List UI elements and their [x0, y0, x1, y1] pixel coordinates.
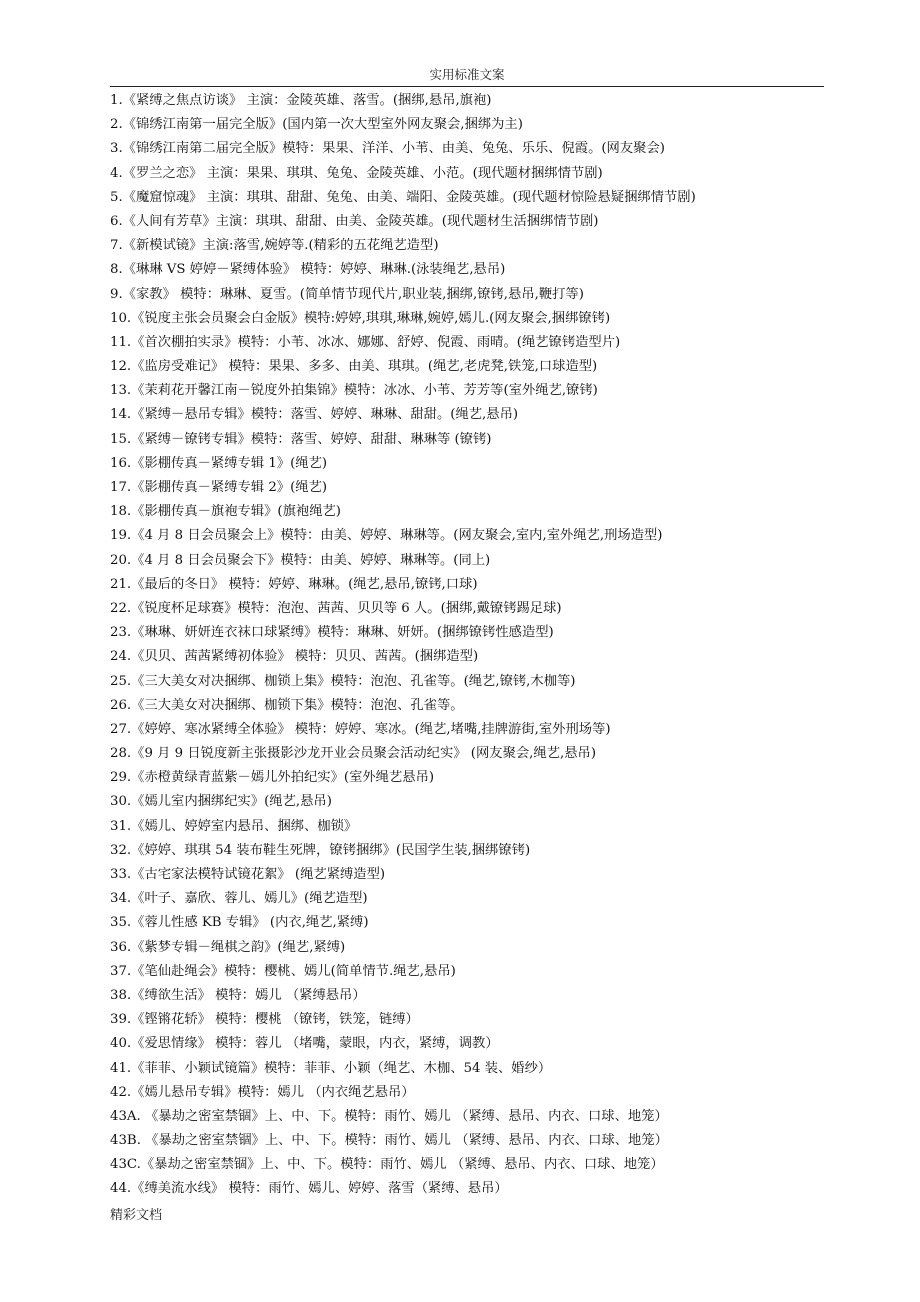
list-item: 4.《罗兰之恋》 主演：果果、琪琪、兔兔、金陵英雄、小范。(现代题材捆绑情节剧)	[110, 165, 603, 181]
list-item: 18.《影棚传真－旗袍专辑》(旗袍绳艺)	[110, 504, 341, 520]
video-list	[110, 89, 850, 1202]
list-item: 43B. 《暴劫之密室禁锢》上、中、下。模特：雨竹、嫣儿 （紧缚、悬吊、内衣、口球、地笼）	[110, 1133, 668, 1149]
list-item: 40.《爱思情缘》 模特：蓉儿 （堵嘴，蒙眼，内衣，紧缚，调教）	[110, 1036, 499, 1052]
list-item: 11.《首次棚拍实录》模特：小苇、冰冰、娜娜、舒婷、倪霞、雨晴。(绳艺镣铐造型片)	[110, 334, 621, 350]
list-item: 31.《嫣儿、婷婷室内悬吊、捆绑、枷锁》	[110, 818, 358, 834]
list-item: 5.《魔窟惊魂》 主演：琪琪、甜甜、兔兔、由美、端阳、金陵英雄。(现代题材惊险悬疑捆绑情节剧)	[110, 189, 696, 205]
list-item: 19.《4 月 8 日会员聚会上》模特：由美、婷婷、琳琳等。(网友聚会,室内,室外绳艺,刑场造型)	[110, 528, 663, 544]
list-item: 1.《紧缚之焦点访谈》 主演：金陵英雄、落雪。(捆绑,悬吊,旗袍)	[110, 93, 492, 108]
list-item: 32.《婷婷、琪琪 54 装布鞋生死牌，镣铐捆绑》(民国学生装,捆绑镣铐)	[110, 842, 531, 858]
page-header	[110, 66, 824, 87]
list-item: 24.《贝贝、茜茜紧缚初体验》 模特：贝贝、茜茜。(捆绑造型)	[110, 649, 479, 665]
list-item: 36.《紫梦专辑－绳棋之韵》(绳艺,紧缚)	[110, 939, 346, 955]
list-item: 9.《家教》 模特：琳琳、夏雪。(简单情节现代片,职业装,捆绑,镣铐,悬吊,鞭打等)	[110, 286, 584, 302]
list-item: 33.《古宅家法模特试镜花絮》 (绳艺紧缚造型)	[110, 867, 386, 882]
list-item: 22.《锐度杯足球赛》模特：泡泡、茜茜、贝贝等 6 人。(捆绑,戴镣铐踢足球)	[110, 600, 562, 616]
list-item: 29.《赤橙黄绿青蓝紫－嫣儿外拍纪实》(室外绳艺悬吊)	[110, 770, 435, 786]
list-item: 14.《紧缚－悬吊专辑》模特：落雪、婷婷、琳琳、甜甜。(绳艺,悬吊)	[110, 407, 519, 423]
list-item: 12.《监房受难记》 模特：果果、多多、由美、琪琪。(绳艺,老虎凳,铁笼,口球造型)	[110, 359, 598, 375]
list-item: 38.《缚欲生活》 模特：嫣儿 （紧缚悬吊）	[110, 987, 366, 1003]
list-item: 23.《琳琳、妍妍连衣袜口球紧缚》模特：琳琳、妍妍。(捆绑镣铐性感造型)	[110, 625, 554, 641]
list-item: 43A. 《暴劫之密室禁锢》上、中、下。模特：雨竹、嫣儿 （紧缚、悬吊、内衣、口球、地笼）	[110, 1108, 668, 1124]
list-item: 16.《影棚传真－紧缚专辑 1》(绳艺)	[110, 455, 328, 471]
list-item: 43C.《暴劫之密室禁锢》上、中、下。模特：雨竹、嫣儿 （紧缚、悬吊、内衣、口球、地笼）	[110, 1157, 664, 1173]
list-item: 8.《琳琳 VS 婷婷－紧缚体验》 模特：婷婷、琳琳.(泳装绳艺,悬吊)	[110, 262, 506, 278]
list-item: 26.《三大美女对决捆绑、枷锁下集》模特：泡泡、孔雀等。	[110, 697, 464, 713]
list-item: 30.《嫣儿室内捆绑纪实》(绳艺,悬吊)	[110, 794, 332, 810]
list-item: 28.《9 月 9 日锐度新主张摄影沙龙开业会员聚会活动纪实》 (网友聚会,绳艺,悬吊)	[110, 746, 597, 762]
list-item: 7.《新模试镜》主演:落雪,婉婷等.(精彩的五花绳艺造型)	[110, 238, 439, 254]
list-item: 21.《最后的冬日》 模特：婷婷、琳琳。(绳艺,悬吊,镣铐,口球)	[110, 576, 478, 592]
list-item: 34.《叶子、嘉欣、蓉儿、嫣儿》(绳艺造型)	[110, 891, 368, 907]
list-item: 41.《菲菲、小颖试镜篇》模特：菲菲、小颖（绳艺、木枷、54 装、婚纱）	[110, 1060, 552, 1076]
list-item: 6.《人间有芳草》主演：琪琪、甜甜、由美、金陵英雄。(现代题材生活捆绑情节剧)	[110, 213, 599, 229]
list-item: 42.《嫣儿悬吊专辑》模特：嫣儿 （内衣绳艺悬吊）	[110, 1084, 415, 1100]
list-item: 13.《茉莉花开馨江南－锐度外拍集锦》模特：冰冰、小苇、芳芳等(室外绳艺,镣铐)	[110, 383, 598, 399]
list-item: 35.《蓉儿性感 KB 专辑》 (内衣,绳艺,紧缚)	[110, 915, 369, 931]
header-title: 实用标准文案	[429, 67, 505, 82]
list-item: 10.《锐度主张会员聚会白金版》模特:婷婷,琪琪,琳琳,婉婷,嫣儿.(网友聚会,捆绑镣铐)	[110, 310, 611, 326]
list-item: 2.《锦绣江南第一届完全版》(国内第一次大型室外网友聚会,捆绑为主)	[110, 117, 523, 133]
footer-text: 精彩文档	[110, 1208, 163, 1223]
list-item: 17.《影棚传真－紧缚专辑 2》(绳艺)	[110, 480, 328, 495]
list-item: 27.《婷婷、寒冰紧缚全体验》 模特：婷婷、寒冰。(绳艺,堵嘴,挂牌游街,室外刑场等)	[110, 721, 611, 737]
list-item: 3.《锦绣江南第二届完全版》模特：果果、洋洋、小苇、由美、兔兔、乐乐、倪霞。(网友聚会)	[110, 141, 665, 157]
list-item: 15.《紧缚－镣铐专辑》模特：落雪、婷婷、甜甜、琳琳等 (镣铐)	[110, 431, 492, 447]
list-item: 39.《铿锵花轿》 模特：樱桃 （镣铐，铁笼，链缚）	[110, 1012, 419, 1028]
page-footer	[110, 1206, 162, 1226]
list-item: 44.《缚美流水线》 模特：雨竹、嫣儿、婷婷、落雪（紧缚、悬吊）	[110, 1181, 508, 1197]
list-item: 25.《三大美女对决捆绑、枷锁上集》模特：泡泡、孔雀等。(绳艺,镣铐,木枷等)	[110, 673, 576, 689]
list-item: 37.《笔仙赴绳会》模特：樱桃、嫣儿(简单情节.绳艺,悬吊)	[110, 963, 456, 979]
list-item: 20.《4 月 8 日会员聚会下》模特：由美、婷婷、琳琳等。(同上)	[110, 552, 491, 568]
